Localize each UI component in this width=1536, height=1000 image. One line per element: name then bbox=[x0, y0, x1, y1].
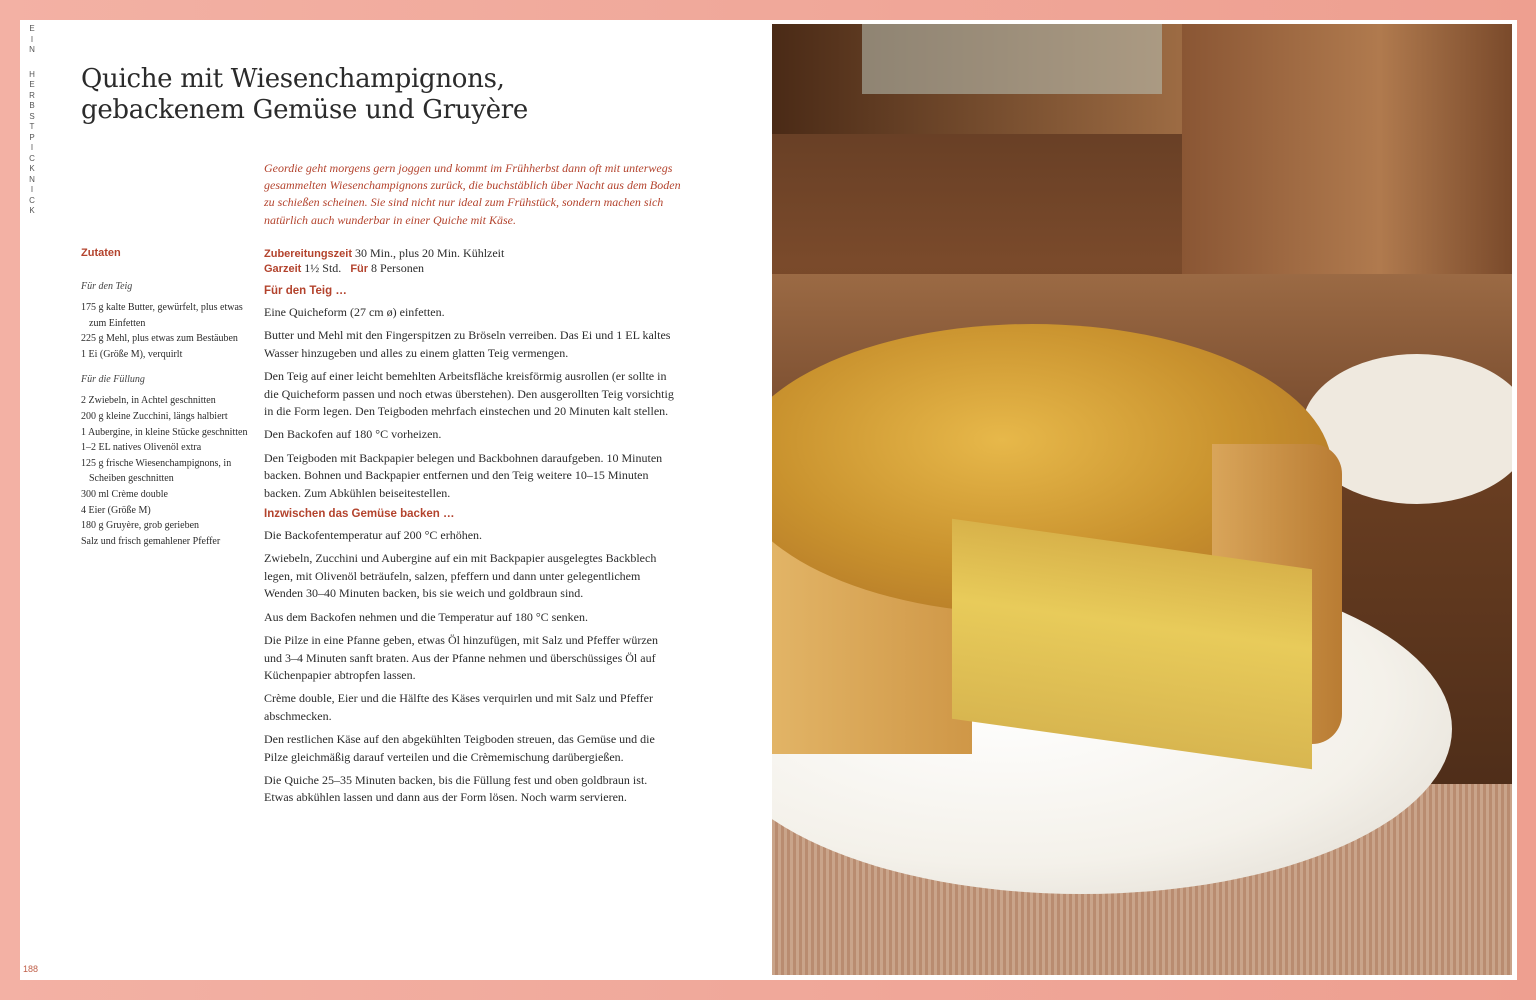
method-step: Crème double, Eier und die Hälfte des Käses verquirlen und mit Salz und Pfeffer abschmecken. bbox=[264, 691, 653, 723]
method-step: Aus dem Backofen nehmen und die Temperatur auf 180 °C senken. bbox=[264, 609, 588, 624]
recipe-meta bbox=[264, 246, 676, 276]
title-line: Quiche mit Wiesenchampignons, bbox=[81, 64, 505, 94]
method-step: Die Quiche 25–35 Minuten backen, bis die Füllung fest und oben goldbraun ist. Etwas abkühlen lassen und dann aus der Form lösen. Noch warm servieren. bbox=[264, 772, 648, 805]
method-step: Den Teig auf einer leicht bemehlten Arbeitsfläche kreisförmig ausrollen (er sollte in die Quicheform passen und noch etwas überstehen). Den ausgerollten Teig vorsichtig in die Form legen. Den Teigboden mehrfach einstechen und 20 Minuten kalt stellen. bbox=[264, 369, 674, 419]
side-letter: B bbox=[29, 101, 35, 110]
quiche-photo bbox=[772, 24, 1512, 975]
side-letter: I bbox=[30, 143, 34, 152]
chapter-side-label bbox=[27, 24, 37, 217]
serves-value: 8 Personen bbox=[368, 261, 425, 275]
method-step: Zwiebeln, Zucchini und Aubergine auf ein mit Backpapier ausgelegtes Backblech legen, mit Olivenöl beträufeln, salzen, pfeffern und dann unter gelegentlichem Wenden 30–40 Minuten backen, bis sie weich und goldbraun sind. bbox=[264, 551, 657, 601]
ingredient-item: 225 g Mehl, plus etwas zum Bestäuben bbox=[81, 333, 238, 345]
method-panel bbox=[264, 246, 676, 813]
prep-time-value: 30 Min., plus 20 Min. Kühlzeit bbox=[352, 246, 505, 260]
side-letter: T bbox=[29, 122, 35, 131]
ingredient-item: 1–2 EL natives Olivenöl extra bbox=[81, 442, 202, 454]
side-letter: C bbox=[29, 195, 35, 205]
ingredient-item: 125 g frische Wiesenchampignons, in Scheiben geschnitten bbox=[81, 457, 232, 485]
cook-time-value: 1½ Std. bbox=[301, 261, 342, 275]
ingredient-item: Salz und frisch gemahlener Pfeffer bbox=[81, 535, 221, 547]
side-letter: R bbox=[29, 90, 35, 100]
side-letter: S bbox=[29, 111, 35, 121]
serves-label: Für bbox=[350, 263, 369, 275]
ingredient-item: 180 g Gruyère, grob gerieben bbox=[81, 520, 200, 532]
side-letter: E bbox=[29, 80, 35, 89]
side-letter: H bbox=[29, 69, 35, 79]
ingredient-item: 2 Zwiebeln, in Achtel geschnitten bbox=[81, 395, 216, 407]
ingredient-list bbox=[81, 300, 253, 362]
ingredient-item: 200 g kleine Zucchini, längs halbiert bbox=[81, 410, 228, 422]
method-section-heading: Inzwischen das Gemüse backen … bbox=[264, 508, 455, 521]
ingredient-item: 175 g kalte Butter, gewürfelt, plus etwas zum Einfetten bbox=[81, 302, 243, 329]
side-letter: C bbox=[29, 153, 35, 163]
method-step: Eine Quicheform (27 cm ø) einfetten. bbox=[264, 305, 445, 319]
photo-window-glass bbox=[862, 24, 1162, 94]
title-line: gebackenem Gemüse und Gruyère bbox=[81, 95, 529, 125]
side-letter: I bbox=[30, 34, 34, 44]
ingredient-item: 4 Eier (Größe M) bbox=[81, 504, 151, 516]
method-step: Den Backofen auf 180 °C vorheizen. bbox=[264, 427, 442, 442]
page-number: 188 bbox=[23, 964, 39, 974]
method-step: Die Backofentemperatur auf 200 °C erhöhen. bbox=[264, 528, 483, 543]
ingredient-item: 1 Aubergine, in kleine Stücke geschnitten bbox=[81, 426, 248, 438]
method-step: Butter und Mehl mit den Fingerspitzen zu Bröseln verreiben. Das Ei und 1 EL kaltes Wasser hinzugeben und alles zu einem glatten Teig vermengen. bbox=[264, 328, 671, 360]
side-letter: P bbox=[29, 132, 35, 142]
recipe-title bbox=[81, 64, 721, 126]
side-letter: N bbox=[29, 174, 35, 184]
side-letter: K bbox=[29, 164, 35, 173]
prep-time-label: Zubereitungszeit bbox=[264, 248, 353, 260]
ingredient-item: 1 Ei (Größe M), verquirlt bbox=[81, 348, 183, 360]
side-gap bbox=[27, 56, 37, 70]
method-step: Die Pilze in eine Pfanne geben, etwas Öl hinzufügen, mit Salz und Pfeffer würzen und 3–4 Minuten sanft braten. Aus der Pfanne nehmen und überschüssiges Öl auf Küchenpapier abtropfen lassen. bbox=[264, 633, 658, 682]
side-letter: N bbox=[29, 45, 35, 54]
ingredient-item: 300 ml Crème double bbox=[81, 488, 168, 500]
side-letter: K bbox=[29, 206, 35, 215]
side-letter: I bbox=[30, 185, 34, 194]
ingredient-group-title: Für die Füllung bbox=[81, 374, 145, 386]
method-section-heading: Für den Teig … bbox=[264, 285, 347, 297]
method-step: Den restlichen Käse auf den abgekühlten Teigboden streuen, das Gemüse und die Pilze gleichmäßig darauf verteilen und die Crèmemischung darübergießen. bbox=[264, 732, 655, 764]
method-step: Den Teigboden mit Backpapier belegen und Backbohnen daraufgeben. 10 Minuten backen. Bohnen und Backpapier entfernen und den Teig weitere 10–15 Minuten backen. Zum Abkühlen beiseitestellen. bbox=[264, 450, 663, 500]
cook-time-label: Garzeit bbox=[264, 263, 302, 275]
ingredient-group-title: Für den Teig bbox=[81, 281, 133, 292]
ingredient-list bbox=[81, 393, 253, 549]
ingredients-panel bbox=[81, 247, 253, 561]
recipe-intro: Geordie geht morgens gern joggen und kommt im Frühherbst dann oft mit unterwegs gesammelten Wiesenchampignons zurück, die buchstäblich über Nacht aus dem Boden zu schießen scheinen. Sie sind nicht nur ideal zum Frühstück, sondern machen sich natürlich auch wunderbar in einer Quiche mit Käse. bbox=[264, 161, 681, 227]
ingredients-heading: Zutaten bbox=[81, 247, 121, 259]
side-letter: E bbox=[29, 24, 35, 33]
